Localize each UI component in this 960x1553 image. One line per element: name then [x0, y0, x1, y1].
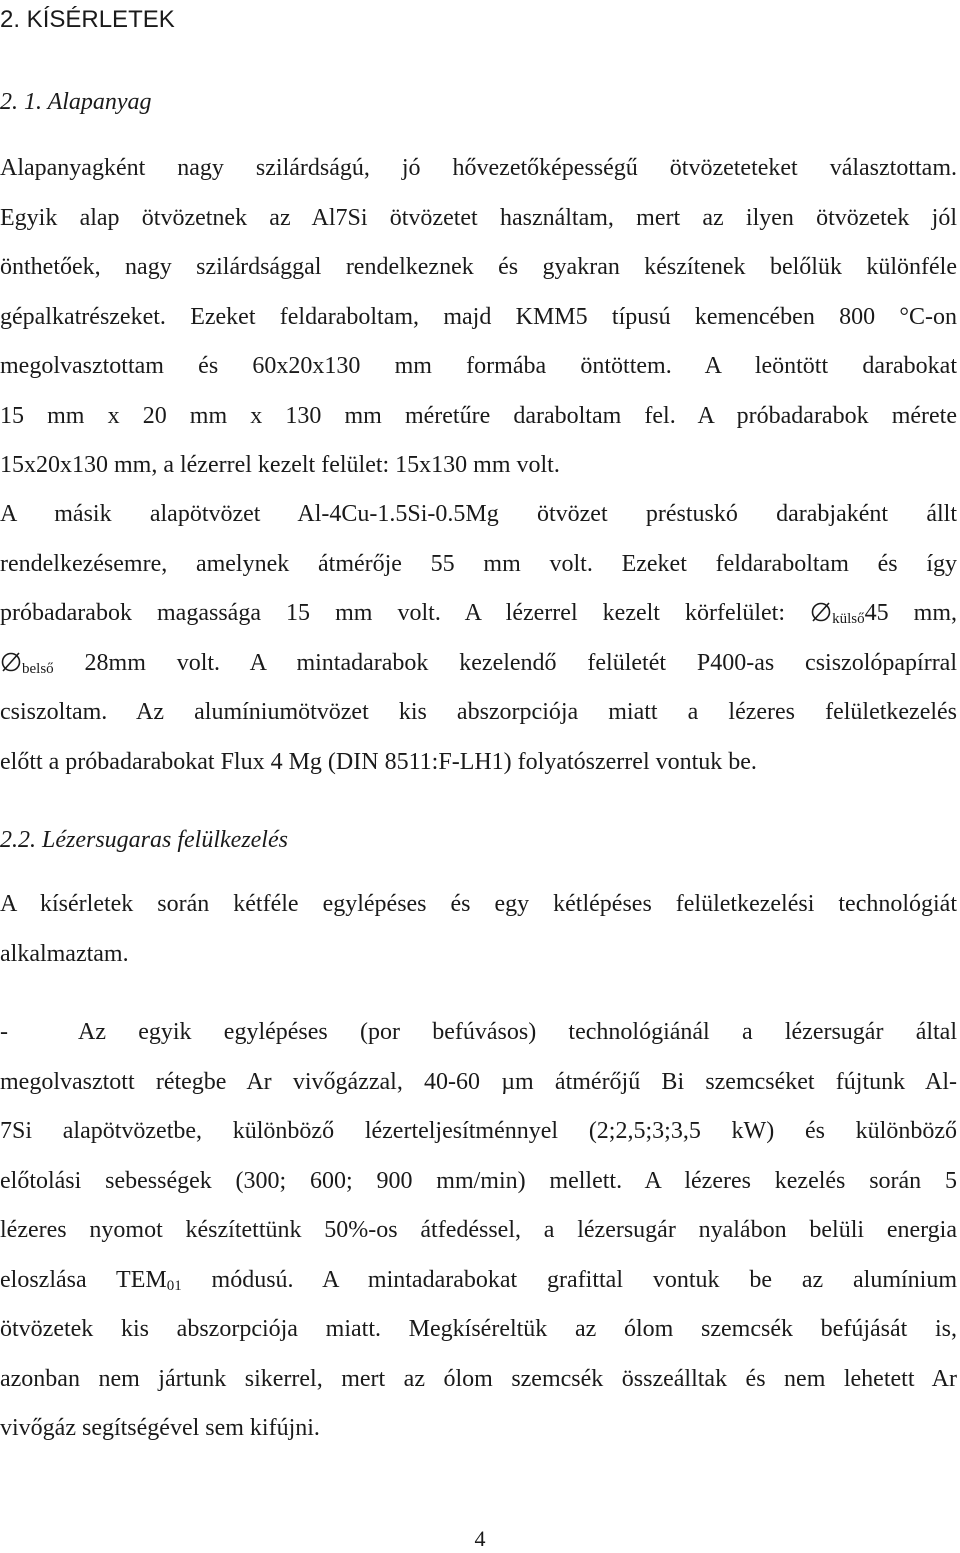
text-line: Egyik alap ötvözetnek az Al7Si ötvözetet használtam, mert az ilyen ötvözetek jól [0, 204, 957, 231]
section-title-alapanyag: 2. 1. Alapanyag [0, 89, 152, 115]
subscript-tem: 01 [166, 1277, 182, 1294]
outer-diameter-value: 45 mm, [864, 600, 957, 626]
chapter-heading: 2. KÍSÉRLETEK [0, 6, 175, 33]
section-title-laser-treatment: 2.2. Lézersugaras felülkezelés [0, 827, 288, 853]
text-line: ötvözetek kis abszorpciója miatt. Megkíséreltük az ólom szemcsék befújását is, [0, 1316, 957, 1342]
text-line: vivőgáz segítségével sem kifújni. [0, 1415, 320, 1441]
text-line: azonban nem jártunk sikerrel, mert az ólom szemcsék összeálltak és nem lehetett Ar [0, 1365, 957, 1392]
paragraph-second-alloy [0, 490, 957, 787]
subscript-inner: belső [22, 660, 54, 677]
paragraph-laser-intro [0, 880, 957, 979]
text-line: A kísérletek során kétféle egylépéses és egy kétlépéses felületkezelési technológiát [0, 891, 957, 917]
text-line: megolvasztottam és 60x20x130 mm formába öntöttem. A leöntött darabokat [0, 353, 957, 379]
subscript-outer: külső [832, 611, 865, 627]
text-line: Alapanyagként nagy szilárdságú, jó hővezetőképességű ötvözeteteket választottam. [0, 155, 957, 181]
text-line: lézeres nyomot készítettünk 50%-os átfedéssel, a lézersugár nyalábon belüli energia [0, 1217, 957, 1243]
diameter-icon [810, 599, 832, 623]
text-line: 7Si alapötvözetbe, különböző lézerteljesítménnyel (2;2,5;3;3,5 kW) és különböző [0, 1118, 957, 1144]
text-line-diameter-outer [0, 589, 957, 639]
page-number: 4 [474, 1526, 486, 1551]
text-fragment: 28mm volt. A mintadarabok kezelendő felületét P400-as csiszolópapírral [84, 649, 958, 676]
text-line-diameter-inner [0, 639, 957, 689]
bullet-item-powder-injection [0, 1008, 957, 1454]
bullet-dash: - [0, 1019, 8, 1045]
text-fragment: Az egyik egylépéses (por befúvásos) technológiánál a lézersugár által [78, 1019, 957, 1045]
text-line: megolvasztott rétegbe Ar vivőgázzal, 40-60 µm átmérőjű Bi szemcséket fújtunk Al- [0, 1068, 957, 1095]
text-line: alkalmaztam. [0, 940, 129, 967]
text-line: előtt a próbadarabokat Flux 4 Mg (DIN 8511:F-LH1) folyatószerrel vontuk be. [0, 748, 757, 775]
paragraph-base-material [0, 144, 957, 491]
text-fragment: módusú. A mintadarabokat grafittal vontuk be az alumínium [211, 1266, 957, 1293]
text-line: A másik alapötvözet Al-4Cu-1.5Si-0.5Mg ötvözet préstuskó darabjaként állt [0, 501, 957, 527]
text-line: 15 mm x 20 mm x 130 mm méretűre daraboltam fel. A próbadarabok mérete [0, 402, 957, 429]
text-line: csiszoltam. Az alumíniumötvözet kis abszorpciója miatt a lézeres felületkezelés [0, 699, 957, 725]
text-line: gépalkatrészeket. Ezeket feldaraboltam, majd KMM5 típusú kemencében 800 °C-on [0, 303, 957, 330]
diameter-icon [0, 649, 22, 673]
text-line [0, 1008, 957, 1058]
text-line: előtolási sebességek (300; 600; 900 mm/min) mellett. A lézeres kezelés során 5 [0, 1167, 957, 1194]
text-line: önthetőek, nagy szilárdsággal rendelkeznek és gyakran készítenek belőlük különféle [0, 254, 957, 280]
text-fragment: eloszlása TEM [0, 1266, 167, 1293]
text-line: rendelkezésemre, amelynek átmérője 55 mm volt. Ezeket feldaraboltam és így [0, 550, 957, 577]
text-fragment: próbadarabok magassága 15 mm volt. A lézerrel kezelt körfelület: [0, 600, 785, 626]
text-line: 15x20x130 mm, a lézerrel kezelt felület: 15x130 mm volt. [0, 452, 560, 478]
text-line-tem [0, 1256, 957, 1306]
